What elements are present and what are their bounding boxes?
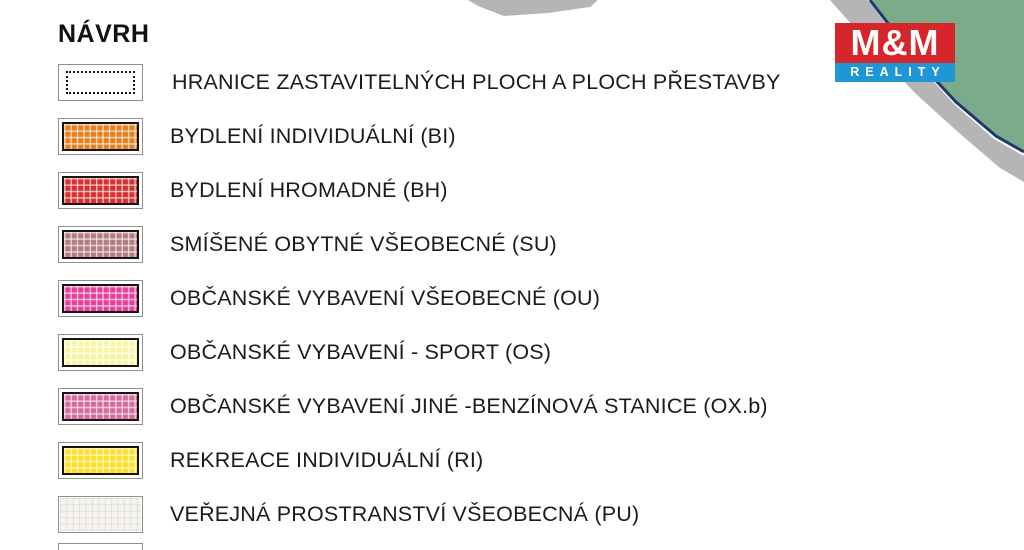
legend-row-pu: [0, 496, 1024, 534]
legend-label-ou: OBČANSKÉ VYBAVENÍ VŠEOBECNÉ (OU): [170, 286, 601, 310]
legend-row-ri: [0, 442, 1024, 480]
mm-reality-logo: [835, 23, 955, 82]
legend-label-ri: REKREACE INDIVIDUÁLNÍ (RI): [170, 448, 484, 472]
legend-label-hranice: HRANICE ZASTAVITELNÝCH PLOCH A PLOCH PŘESTAVBY: [172, 70, 781, 94]
legend-swatch-bh: [58, 172, 143, 209]
legend-row-su: [0, 226, 1024, 264]
legend-swatch-bi: [58, 118, 143, 155]
legend-row-bh: [0, 172, 1024, 210]
dashed-boundary-symbol: [66, 71, 135, 94]
legend-swatch-oxb: [58, 388, 143, 425]
legend-row-os: [0, 334, 1024, 372]
legend-swatch-pu: [58, 496, 143, 533]
mm-reality-logo-mark: M&M: [835, 23, 955, 63]
legend-swatch-os: [58, 334, 143, 371]
legend-row-ou: [0, 280, 1024, 318]
legend-label-oxb: OBČANSKÉ VYBAVENÍ JINÉ -BENZÍNOVÁ STANICE (OX.b): [170, 394, 768, 418]
legend-label-bh: BYDLENÍ HROMADNÉ (BH): [170, 178, 448, 202]
legend-swatch-partial: [58, 543, 143, 550]
legend-label-pu: VEŘEJNÁ PROSTRANSTVÍ VŠEOBECNÁ (PU): [170, 502, 640, 526]
legend-swatch-ou: [58, 280, 143, 317]
legend-row-bi: [0, 118, 1024, 156]
legend-label-os: OBČANSKÉ VYBAVENÍ - SPORT (OS): [170, 340, 552, 364]
legend-swatch-ri: [58, 442, 143, 479]
legend-label-bi: BYDLENÍ INDIVIDUÁLNÍ (BI): [170, 124, 456, 148]
legend-label-su: SMÍŠENÉ OBYTNÉ VŠEOBECNÉ (SU): [170, 232, 557, 256]
legend-swatch-hranice: [58, 64, 143, 101]
legend-swatch-su: [58, 226, 143, 263]
road-wedge-shape: [468, 0, 598, 16]
page-title: NÁVRH: [58, 20, 150, 48]
legend-row-oxb: [0, 388, 1024, 426]
mm-reality-logo-wordmark: REALITY: [835, 63, 955, 82]
legend-row-partial: [0, 543, 1024, 550]
